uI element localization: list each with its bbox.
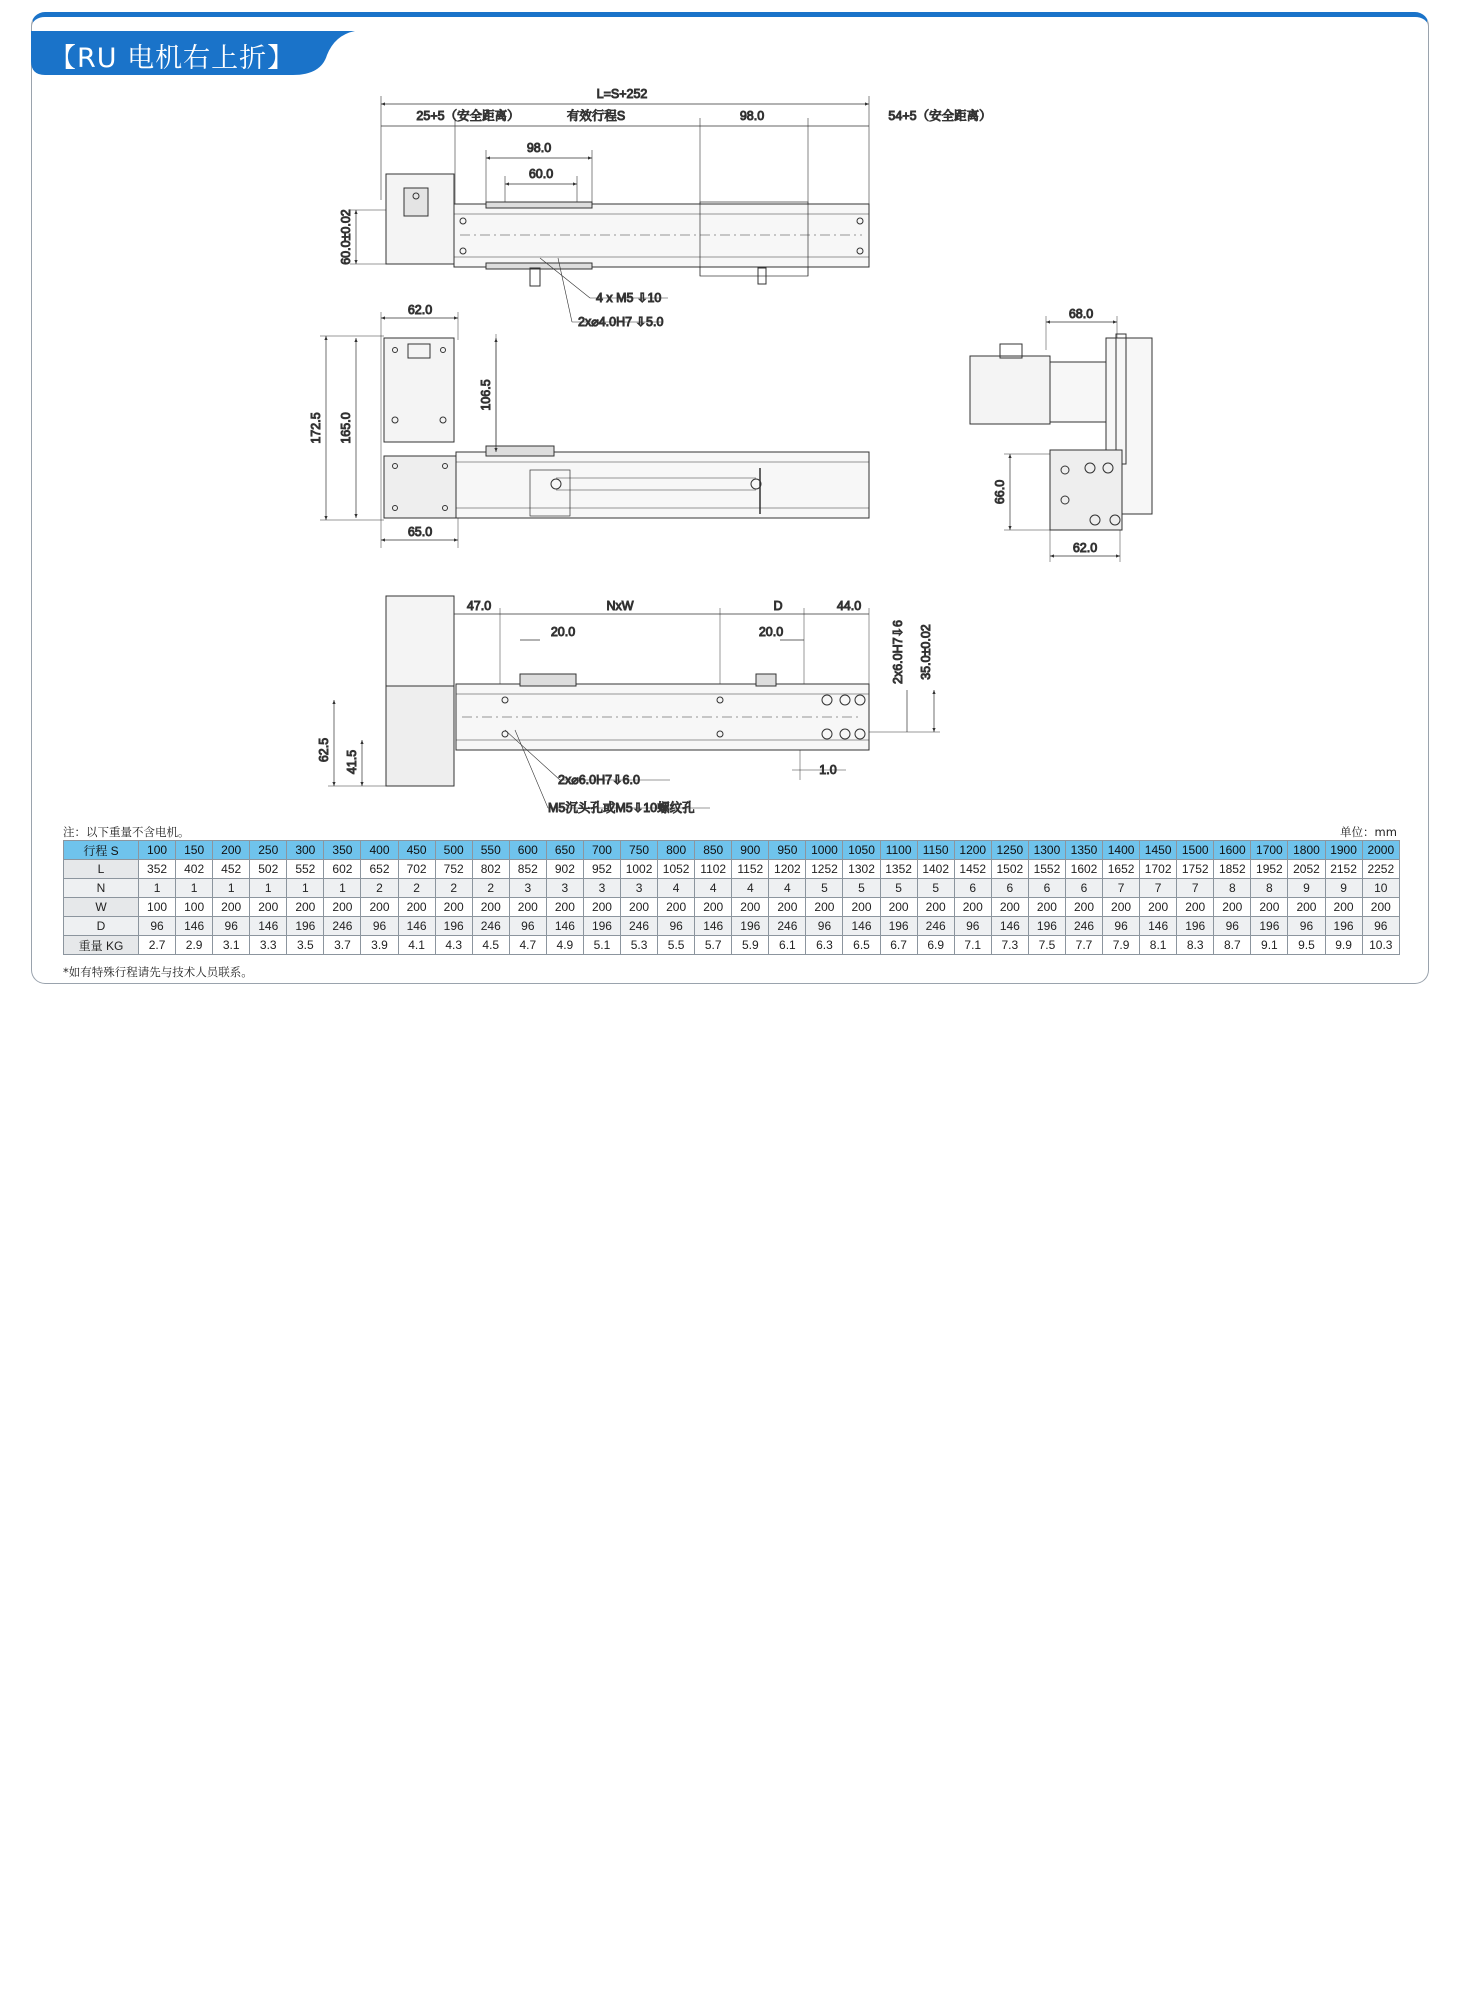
table-cell: 5 [880, 879, 917, 898]
unit-note: 单位：mm [1340, 825, 1397, 839]
dim-spacing-left: 20.0 [550, 625, 576, 639]
table-cell: 1 [287, 879, 324, 898]
table-cell: 200 [695, 898, 732, 917]
table-cell: 7.5 [1028, 936, 1065, 955]
table-cell: 3.9 [361, 936, 398, 955]
table-cell: 6 [1028, 879, 1065, 898]
table-cell: 8 [1214, 879, 1251, 898]
table-cell: 196 [435, 917, 472, 936]
table-cell: 1702 [1140, 860, 1177, 879]
dim-hole-spacing: 60.0 [528, 167, 554, 181]
row-label: L [64, 860, 139, 879]
table-cell: 502 [250, 860, 287, 879]
table-cell: 9 [1288, 879, 1325, 898]
pin-note-bottom: 2x⌀6.0H7⇩6.0 [558, 773, 640, 787]
table-cell: 246 [621, 917, 658, 936]
table-cell: 9.5 [1288, 936, 1325, 955]
table-cell: 1700 [1251, 841, 1288, 860]
table-cell: 196 [1325, 917, 1362, 936]
table-cell: 8 [1251, 879, 1288, 898]
table-cell: 3 [621, 879, 658, 898]
table-cell: 1250 [991, 841, 1028, 860]
table-cell: 602 [324, 860, 361, 879]
dim-left-offset: 47.0 [466, 599, 492, 613]
table-cell: 196 [1177, 917, 1214, 936]
table-cell: 7.1 [954, 936, 991, 955]
table-cell: 196 [1251, 917, 1288, 936]
table-cell: 200 [917, 898, 954, 917]
table-cell: 1800 [1288, 841, 1325, 860]
table-cell: 200 [287, 898, 324, 917]
table-cell: 952 [583, 860, 620, 879]
table-cell: 200 [213, 898, 250, 917]
dim-left-safety: 25+5（安全距离） [416, 109, 520, 123]
table-cell: 1350 [1065, 841, 1102, 860]
table-cell: 200 [435, 898, 472, 917]
table-cell: 6.5 [843, 936, 880, 955]
dim-right-offset: 44.0 [836, 599, 862, 613]
table-cell: 2 [398, 879, 435, 898]
dim-mid: 98.0 [739, 109, 765, 123]
table-cell: 3 [509, 879, 546, 898]
table-cell: 96 [1214, 917, 1251, 936]
table-cell: 1 [324, 879, 361, 898]
table-cell: 300 [287, 841, 324, 860]
table-cell: 200 [769, 898, 806, 917]
dim-height-b: 41.5 [345, 749, 359, 775]
table-cell: 200 [213, 841, 250, 860]
table-cell: 200 [1362, 898, 1399, 917]
table-cell: 2 [361, 879, 398, 898]
table-cell: 1452 [954, 860, 991, 879]
table-cell: 6 [991, 879, 1028, 898]
side-view [320, 312, 869, 548]
table-cell: 4 [732, 879, 769, 898]
table-cell: 8.3 [1177, 936, 1214, 955]
dim-offset-height: 106.5 [479, 379, 493, 411]
hole-note: M5沉头孔或M5⇩10螺纹孔 [548, 801, 695, 815]
table-cell: 10 [1362, 879, 1399, 898]
technical-drawing [0, 0, 1462, 840]
table-cell: 1 [176, 879, 213, 898]
dim-pitch: NxW [606, 599, 634, 613]
table-cell: 2052 [1288, 860, 1325, 879]
table-cell: 7 [1140, 879, 1177, 898]
table-cell: 1402 [917, 860, 954, 879]
table-cell: 6 [1065, 879, 1102, 898]
table-cell: 96 [658, 917, 695, 936]
table-cell: 246 [917, 917, 954, 936]
table-cell: 200 [546, 898, 583, 917]
table-cell: 200 [1065, 898, 1102, 917]
table-cell: 1400 [1103, 841, 1140, 860]
table-cell: 96 [1362, 917, 1399, 936]
table-cell: 4.5 [472, 936, 509, 955]
table-cell: 196 [880, 917, 917, 936]
table-cell: 600 [509, 841, 546, 860]
table-cell: 7.3 [991, 936, 1028, 955]
dim-end-width-top: 68.0 [1068, 307, 1094, 321]
table-cell: 200 [843, 898, 880, 917]
dim-center: 35.0±0.02 [919, 624, 933, 680]
table-cell: 1300 [1028, 841, 1065, 860]
table-cell: 10.3 [1362, 936, 1399, 955]
dim-pin-depth: 2x6.0H7⇩6 [891, 620, 905, 684]
thread-note: 4 x M5 ⇩10 [596, 291, 662, 305]
table-cell: 5 [843, 879, 880, 898]
table-cell: 200 [398, 898, 435, 917]
table-cell: 4 [695, 879, 732, 898]
table-cell: 800 [658, 841, 695, 860]
table-cell: 3.5 [287, 936, 324, 955]
table-cell: 146 [176, 917, 213, 936]
table-cell: 802 [472, 860, 509, 879]
table-cell: 146 [695, 917, 732, 936]
table-cell: 1050 [843, 841, 880, 860]
table-cell: 200 [880, 898, 917, 917]
table-cell: 1052 [658, 860, 695, 879]
table-cell: 352 [139, 860, 176, 879]
table-cell: 1900 [1325, 841, 1362, 860]
table-cell: 1200 [954, 841, 991, 860]
dim-spacing-right: 20.0 [758, 625, 784, 639]
table-cell: 2252 [1362, 860, 1399, 879]
table-cell: 4.7 [509, 936, 546, 955]
table-cell: 1500 [1177, 841, 1214, 860]
table-cell: 6.7 [880, 936, 917, 955]
table-cell: 200 [361, 898, 398, 917]
table-cell: 7 [1103, 879, 1140, 898]
table-cell: 1352 [880, 860, 917, 879]
footer-note: *如有特殊行程请先与技术人员联系。 [63, 965, 253, 979]
table-cell: 1150 [917, 841, 954, 860]
table-row [64, 860, 1400, 879]
table-row [64, 879, 1400, 898]
table-cell: 200 [658, 898, 695, 917]
table-cell: 8.7 [1214, 936, 1251, 955]
table-cell: 452 [213, 860, 250, 879]
row-label: D [64, 917, 139, 936]
table-cell: 96 [509, 917, 546, 936]
table-cell: 3.3 [250, 936, 287, 955]
table-cell: 650 [546, 841, 583, 860]
table-cell: 750 [621, 841, 658, 860]
table-cell: 752 [435, 860, 472, 879]
table-cell: 1302 [843, 860, 880, 879]
table-cell: 2 [472, 879, 509, 898]
table-cell: 196 [287, 917, 324, 936]
table-cell: 246 [1065, 917, 1102, 936]
table-cell: 9.1 [1251, 936, 1288, 955]
table-cell: 146 [1140, 917, 1177, 936]
table-cell: 200 [806, 898, 843, 917]
table-cell: 402 [176, 860, 213, 879]
table-cell: 146 [546, 917, 583, 936]
dim-base-width: 65.0 [407, 525, 433, 539]
table-cell: 4.1 [398, 936, 435, 955]
table-cell: 1 [250, 879, 287, 898]
table-cell: 96 [1288, 917, 1325, 936]
page-title: 【RU 电机右上折】 [49, 43, 296, 74]
dim-motor-height: 165.0 [339, 412, 353, 444]
table-cell: 1652 [1103, 860, 1140, 879]
table-cell: 2.7 [139, 936, 176, 955]
table-cell: 200 [1103, 898, 1140, 917]
table-cell: 1952 [1251, 860, 1288, 879]
table-cell: 246 [472, 917, 509, 936]
table-cell: 96 [361, 917, 398, 936]
table-cell: 5 [806, 879, 843, 898]
table-cell: 902 [546, 860, 583, 879]
table-cell: 6.3 [806, 936, 843, 955]
table-cell: 1252 [806, 860, 843, 879]
table-cell: 5.3 [621, 936, 658, 955]
table-cell: 1102 [695, 860, 732, 879]
table-cell: 96 [139, 917, 176, 936]
table-cell: 200 [1251, 898, 1288, 917]
table-cell: 146 [250, 917, 287, 936]
table-cell: 1000 [806, 841, 843, 860]
table-cell: 100 [139, 841, 176, 860]
table-cell: 6.9 [917, 936, 954, 955]
table-cell: 852 [509, 860, 546, 879]
table-cell: 146 [843, 917, 880, 936]
table-cell: 450 [398, 841, 435, 860]
table-cell: 200 [732, 898, 769, 917]
dim-motor-width: 62.0 [407, 303, 433, 317]
table-cell: 5.5 [658, 936, 695, 955]
table-cell: 200 [250, 898, 287, 917]
table-cell: 96 [954, 917, 991, 936]
row-label: 重量 KG [64, 936, 139, 955]
table-cell: 3.1 [213, 936, 250, 955]
table-cell: 200 [954, 898, 991, 917]
dim-overall-length: L=S+252 [596, 87, 648, 101]
table-cell: 200 [583, 898, 620, 917]
table-cell: 246 [324, 917, 361, 936]
table-cell: 702 [398, 860, 435, 879]
table-cell: 552 [287, 860, 324, 879]
table-cell: 400 [361, 841, 398, 860]
table-cell: 7.9 [1103, 936, 1140, 955]
table-cell: 1 [139, 879, 176, 898]
table-cell: 2.9 [176, 936, 213, 955]
table-cell: 700 [583, 841, 620, 860]
dim-step: 1.0 [819, 763, 837, 777]
dim-total-height: 172.5 [309, 412, 323, 444]
table-cell: 146 [991, 917, 1028, 936]
table-cell: 9 [1325, 879, 1362, 898]
dim-height: 60.0±0.02 [339, 209, 353, 265]
table-cell: 1752 [1177, 860, 1214, 879]
table-row [64, 936, 1400, 955]
table-cell: 2000 [1362, 841, 1399, 860]
table-cell: 96 [213, 917, 250, 936]
table-cell: 196 [1028, 917, 1065, 936]
table-cell: 96 [1103, 917, 1140, 936]
table-cell: 9.9 [1325, 936, 1362, 955]
table-cell: 7 [1177, 879, 1214, 898]
table-cell: 1602 [1065, 860, 1102, 879]
table-cell: 1002 [621, 860, 658, 879]
dim-right-safety: 54+5（安全距离） [888, 109, 992, 123]
table-cell: 1502 [991, 860, 1028, 879]
table-row [64, 898, 1400, 917]
table-cell: 150 [176, 841, 213, 860]
table-cell: 4 [658, 879, 695, 898]
table-cell: 1600 [1214, 841, 1251, 860]
table-cell: 200 [1140, 898, 1177, 917]
table-cell: 196 [732, 917, 769, 936]
dim-height-a: 62.5 [317, 737, 331, 763]
table-cell: 3 [546, 879, 583, 898]
row-label: 行程 S [64, 841, 139, 860]
table-cell: 1552 [1028, 860, 1065, 879]
table-cell: 200 [1177, 898, 1214, 917]
table-cell: 550 [472, 841, 509, 860]
table-cell: 1 [213, 879, 250, 898]
table-cell: 100 [176, 898, 213, 917]
table-cell: 1100 [880, 841, 917, 860]
top-view [350, 96, 869, 322]
dim-d: D [773, 599, 783, 613]
table-cell: 246 [769, 917, 806, 936]
table-cell: 652 [361, 860, 398, 879]
table-cell: 200 [472, 898, 509, 917]
table-cell: 5.1 [583, 936, 620, 955]
row-label: W [64, 898, 139, 917]
table-cell: 8.1 [1140, 936, 1177, 955]
table-cell: 6 [954, 879, 991, 898]
table-cell: 1852 [1214, 860, 1251, 879]
table-cell: 5.7 [695, 936, 732, 955]
table-row [64, 841, 1400, 860]
table-cell: 196 [583, 917, 620, 936]
table-cell: 200 [1214, 898, 1251, 917]
table-row [64, 917, 1400, 936]
table-cell: 200 [1028, 898, 1065, 917]
table-cell: 4 [769, 879, 806, 898]
table-cell: 200 [621, 898, 658, 917]
table-cell: 900 [732, 841, 769, 860]
table-cell: 3 [583, 879, 620, 898]
table-cell: 250 [250, 841, 287, 860]
dim-end-width-bottom: 62.0 [1072, 541, 1098, 555]
table-cell: 4.3 [435, 936, 472, 955]
end-view [970, 316, 1152, 562]
table-cell: 200 [1288, 898, 1325, 917]
table-cell: 850 [695, 841, 732, 860]
row-label: N [64, 879, 139, 898]
table-cell: 200 [324, 898, 361, 917]
table-cell: 200 [1325, 898, 1362, 917]
pin-note-top: 2x⌀4.0H7 ⇩5.0 [578, 315, 664, 329]
table-cell: 500 [435, 841, 472, 860]
table-cell: 1152 [732, 860, 769, 879]
table-cell: 2152 [1325, 860, 1362, 879]
dim-end-height: 66.0 [993, 479, 1007, 505]
table-cell: 6.1 [769, 936, 806, 955]
table-cell: 5.9 [732, 936, 769, 955]
table-cell: 96 [806, 917, 843, 936]
table-cell: 1450 [1140, 841, 1177, 860]
table-cell: 200 [509, 898, 546, 917]
spec-table [63, 840, 1400, 955]
table-cell: 7.7 [1065, 936, 1102, 955]
dim-stroke: 有效行程S [566, 109, 626, 123]
table-cell: 4.9 [546, 936, 583, 955]
weight-note: 注：以下重量不含电机。 [63, 825, 190, 839]
table-cell: 350 [324, 841, 361, 860]
table-cell: 2 [435, 879, 472, 898]
dim-carriage-width: 98.0 [526, 141, 552, 155]
table-cell: 3.7 [324, 936, 361, 955]
table-cell: 100 [139, 898, 176, 917]
table-cell: 146 [398, 917, 435, 936]
table-cell: 950 [769, 841, 806, 860]
table-cell: 200 [991, 898, 1028, 917]
table-cell: 5 [917, 879, 954, 898]
table-cell: 1202 [769, 860, 806, 879]
